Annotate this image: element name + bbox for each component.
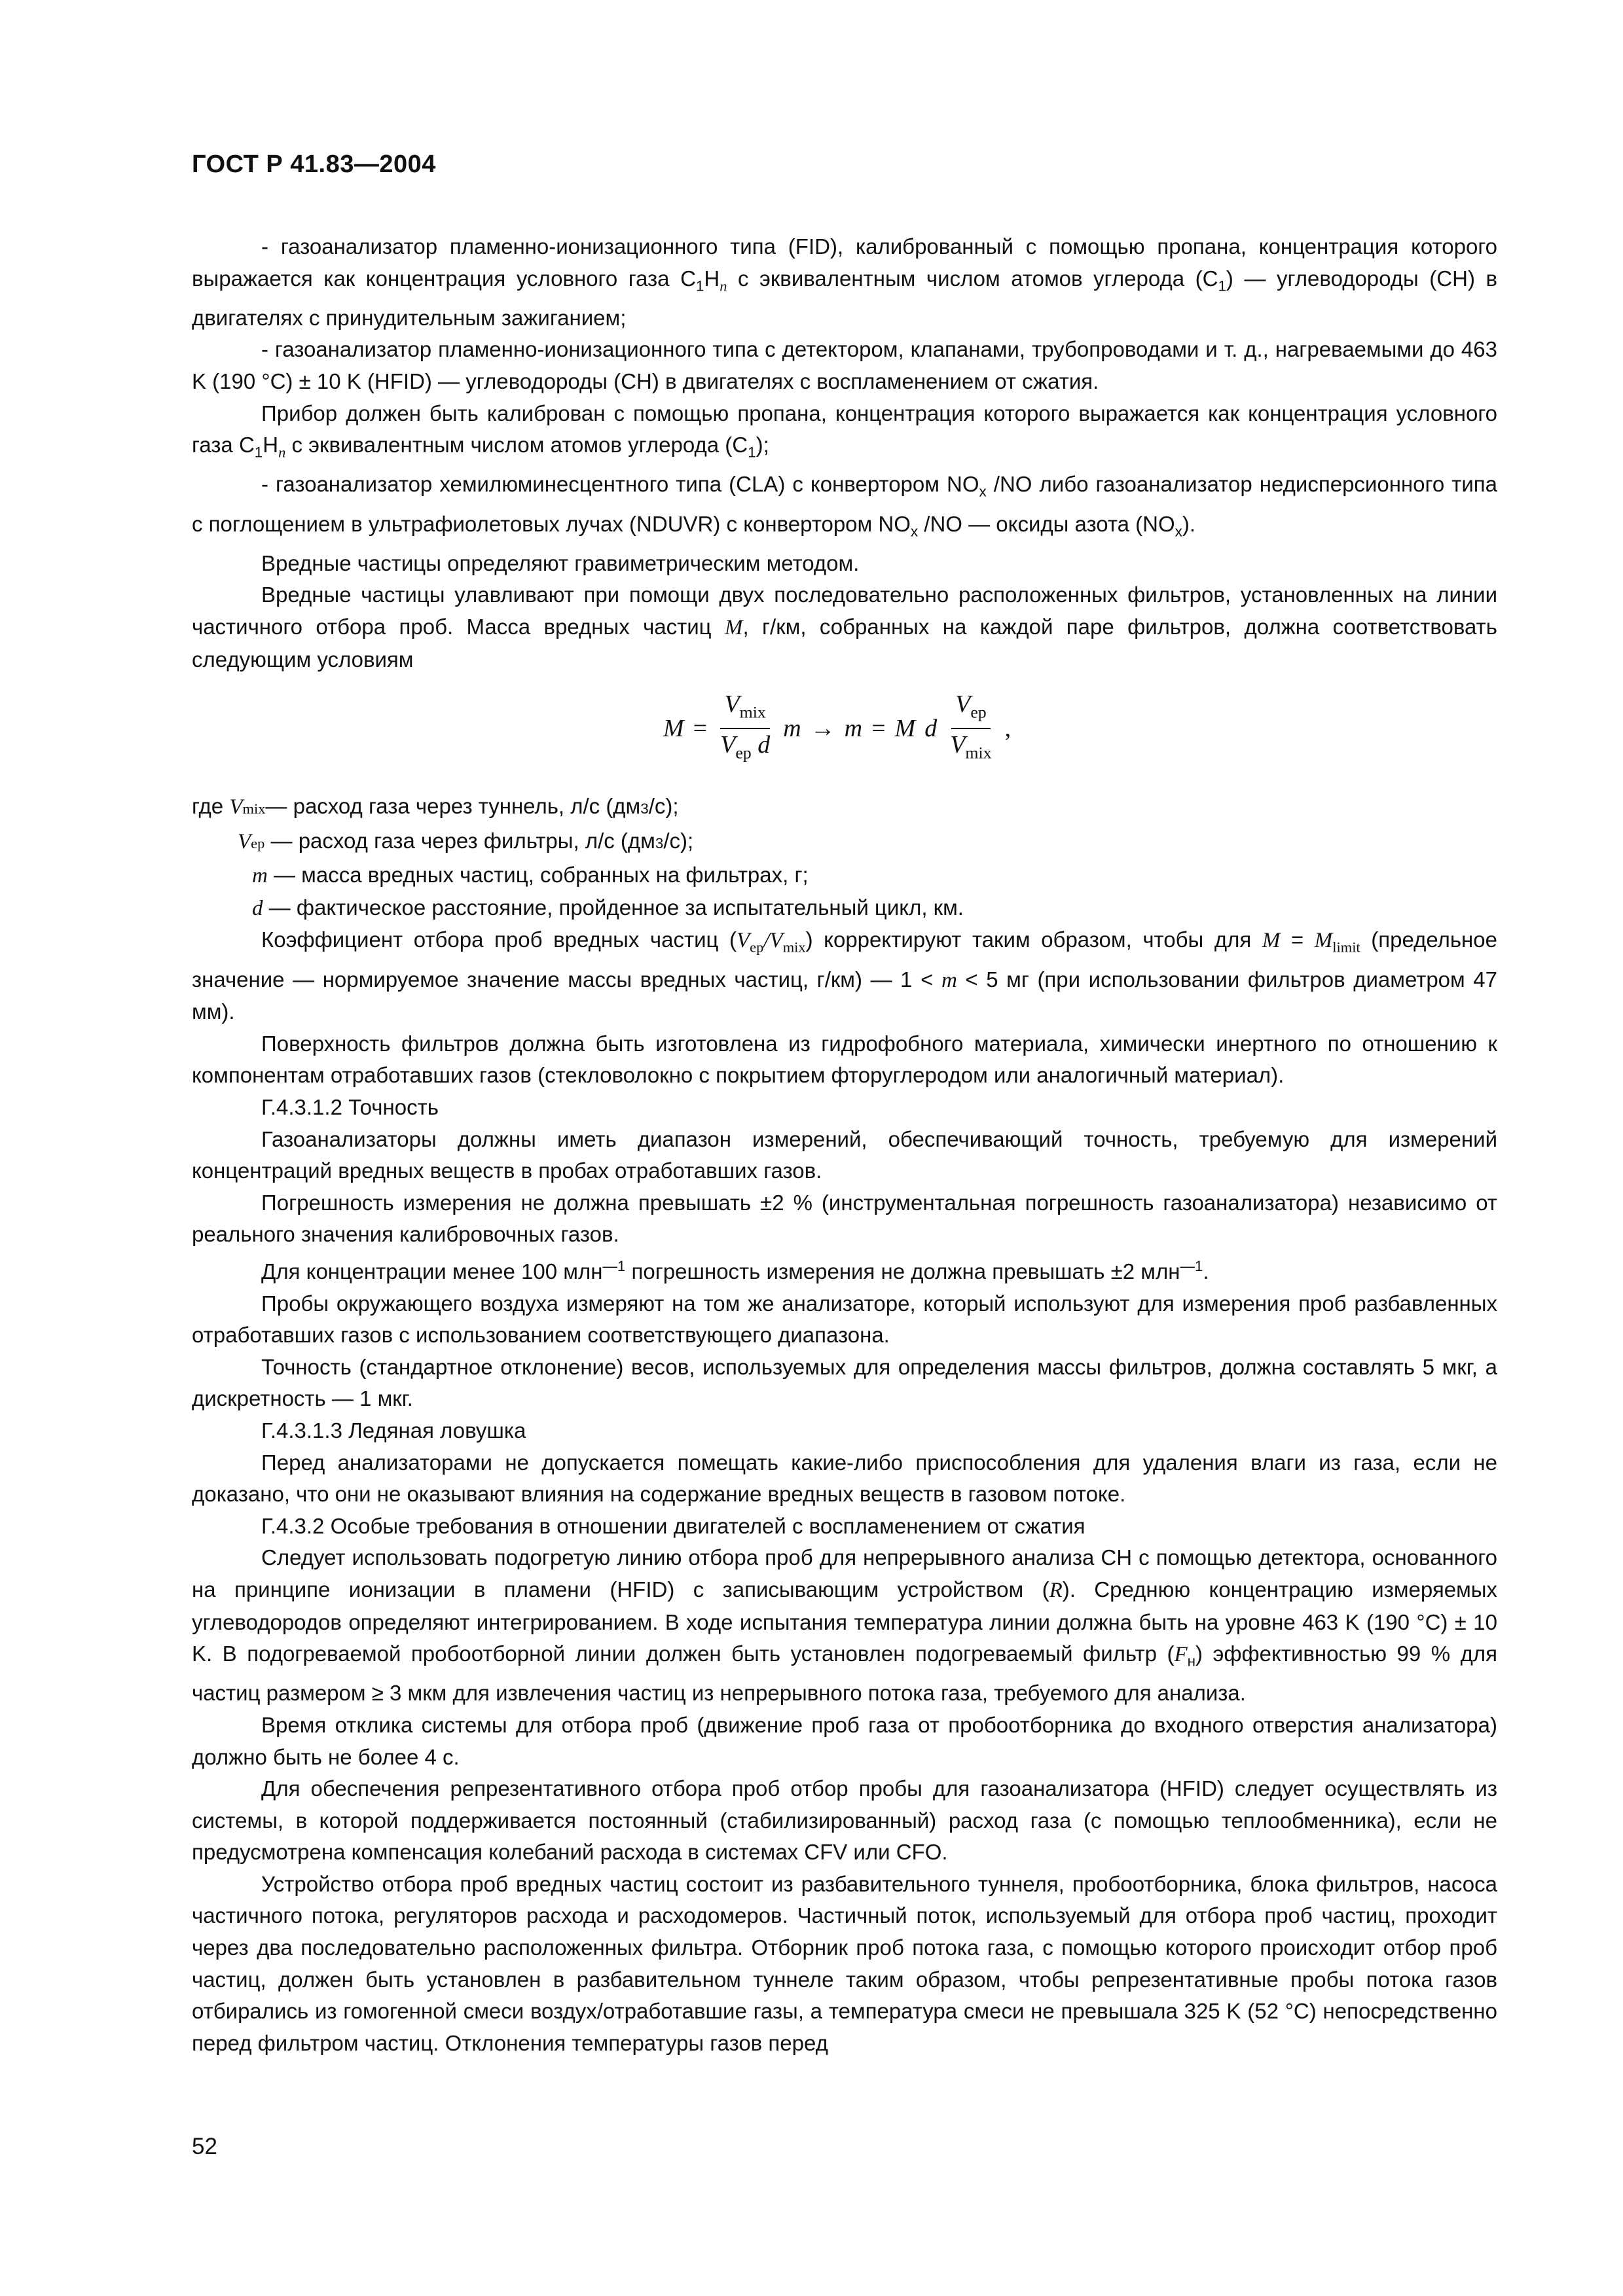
paragraph: Время отклика системы для отбора проб (движение проб газа от пробоотборника до входного отверстия анализатора) должно быть не более 4 с. [192, 1712, 1497, 1769]
formula-symbol: m [844, 714, 863, 742]
section-heading: Г.4.3.1.3 Ледяная ловушка [261, 1418, 526, 1443]
paragraph: Погрешность измерения не должна превышать ±2 % (инструментальная погрешность газоанализатора) независимо от реального значения калибровочных газов. [192, 1190, 1497, 1247]
section-heading: Г.4.3.1.2 Точность [261, 1095, 439, 1120]
formula-fraction: $\frac{V_{ep}}{V_{mix}}$ [950, 690, 992, 762]
paragraph: - газоанализатор пламенно-ионизационного типа (FID), калиброванный с помощью пропана, концентрация которого выражается как концентрация условного газа $C_1H_n$ с эквивалентным числом атомов углерода $(C_1)$ — углеводороды (CH) в двигателях с принудительным зажиганием; [192, 234, 1498, 330]
paragraph: Вредные частицы улавливают при помощи двух последовательно расположенных фильтров, установленных на линии частичного отбора проб. Масса вредных частиц M, г/км, собранных на каждой паре фильтров, должна соответствовать следующим условиям [192, 583, 1497, 672]
formula-fraction: $\frac{V_{mix}}{V_{ep} d}$ [720, 690, 771, 762]
section-heading: Г.4.3.2 Особые требования в отношении двигателей с воспламенением от сжатия [261, 1513, 1085, 1538]
document-code-header: ГОСТ Р 41.83—2004 [192, 151, 436, 178]
paragraph: Прибор должен быть калиброван с помощью пропана, концентрация которого выражается как концентрация условного газа $C_1H_n$ с эквивалентным числом атомов углерода $(C_1)$; [192, 401, 1497, 461]
legend-item: d — фактическое расстояние, пройденное за испытательный цикл, км. [252, 895, 964, 920]
paragraph: Поверхность фильтров должна быть изготовлена из гидрофобного материала, химически инертного по отношению к компонентам отработавших газов (стекловолокно с покрытием фторуглеродом или аналогичный материал). [192, 1031, 1497, 1088]
paragraph: Коэффициент отбора проб вредных частиц $(V_{ep}/V_{mix})$ корректируют таким образом, чтобы для $M = M_{limit}$ (предельное значение — нормируемое значение массы вредных частиц, г/км) — 1 < m < 5 мг (при использовании фильтров диаметром 47 мм). [192, 927, 1498, 1024]
formula-operator: = [871, 714, 886, 742]
paragraph: - газоанализатор пламенно-ионизационного типа с детектором, клапанами, трубопроводами и т. д., нагреваемыми до 463 K (190 °C) ± 10 K (HFID) — углеводороды (CH) в двигателях с воспламенением от сжатия. [192, 337, 1497, 393]
paragraph: Перед анализаторами не допускается помещать какие-либо приспособления для удаления влаги из газа, если не доказано, что они не оказывают влияния на содержание вредных веществ в газовом потоке. [192, 1450, 1497, 1507]
formula-symbol: M [663, 714, 684, 742]
paragraph: Точность (стандартное отклонение) весов, используемых для определения массы фильтров, должна составлять 5 мкг, а дискретность — 1 мкг. [192, 1354, 1497, 1411]
formula-symbol: m [783, 714, 801, 742]
paragraph: Газоанализаторы должны иметь диапазон измерений, обеспечивающий точность, требуемую для измерений концентраций вредных веществ в пробах отработавших газов. [192, 1126, 1497, 1183]
mass-formula [192, 687, 1497, 779]
legend-intro: где [192, 794, 224, 819]
formula-expression [663, 692, 1011, 764]
paragraph: Пробы окружающего воздуха измеряют на том же анализаторе, который используют для измерения проб разбавленных отработавших газов с использованием соответствующего диапазона. [192, 1291, 1497, 1348]
paragraph: - газоанализатор хемилюминесцентного типа (CLA) с конвертором $NO_x$ /NO либо газоанализатор недисперсионного типа с поглощением в ультрафиолетовых лучах (NDUVR) с конвертором $NO_x$ /NO — оксиды азота $(NO_x)$. [192, 472, 1497, 540]
formula-comma: , [1004, 714, 1012, 742]
legend-item: где V mix — расход газа через туннель, л/с (дм 3 /с); [192, 791, 1497, 825]
formula-symbol: d [924, 714, 938, 742]
legend [192, 791, 1497, 924]
paragraph: Устройство отбора проб вредных частиц состоит из разбавительного туннеля, пробоотборника, блока фильтров, насоса частичного потока, регуляторов расхода и расходомеров. Частичный поток, используемый для отбора проб частиц, проходит через два последовательно расположенных фильтра. Отборник проб потока газа, с помощью которого происходит отбор проб частиц, должен быть установлен в разбавительном туннеле таким образом, чтобы репрезентативные пробы потока газов отбирались из гомогенной смеси воздух/отработавшие газы, а температура смеси не превышала 325 K (52 °C) непосредственно перед фильтром частиц. Отклонения температуры газов перед [192, 1871, 1497, 2055]
page-number: 52 [192, 2134, 217, 2159]
paragraph: Вредные частицы определяют гравиметрическим методом. [261, 550, 860, 575]
page-content [192, 231, 1497, 2059]
paragraph: Следует использовать подогретую линию отбора проб для непрерывного анализа CH с помощью детектора, основанного на принципе ионизации в пламени (HFID) с записывающим устройством (R). Среднюю концентрацию измеряемых углеводородов определяют интегрированием. В ходе испытания температура линии должна быть на уровне 463 K (190 °C) ± 10 K. В подогреваемой пробоотборной линии должен быть установлен подогреваемый фильтр $(F_н)$ эффективностью 99 % для частиц размером ≥ 3 мкм для извлечения частиц из непрерывного потока газа, требуемого для анализа. [192, 1545, 1497, 1706]
paragraph: Для концентрации менее 100 млн$^{—1}$ погрешность измерения не должна превышать ±2 млн$^{—1}$. [261, 1258, 1209, 1283]
legend-item: V ep — расход газа через фильтры, л/с (дм 3 /с); [238, 828, 694, 853]
legend-item: m — масса вредных частиц, собранных на фильтрах, г; [252, 863, 809, 888]
formula-symbol: M [894, 714, 916, 742]
paragraph: Для обеспечения репрезентативного отбора проб отбор пробы для газоанализатора (HFID) следует осуществлять из системы, в которой поддерживается постоянный (стабилизированный) расход газа (с помощью теплообменника), если не предусмотрена компенсация колебаний расхода в системах CFV или CFO. [192, 1776, 1497, 1865]
formula-arrow: → [810, 714, 835, 742]
formula-operator: = [693, 714, 708, 742]
